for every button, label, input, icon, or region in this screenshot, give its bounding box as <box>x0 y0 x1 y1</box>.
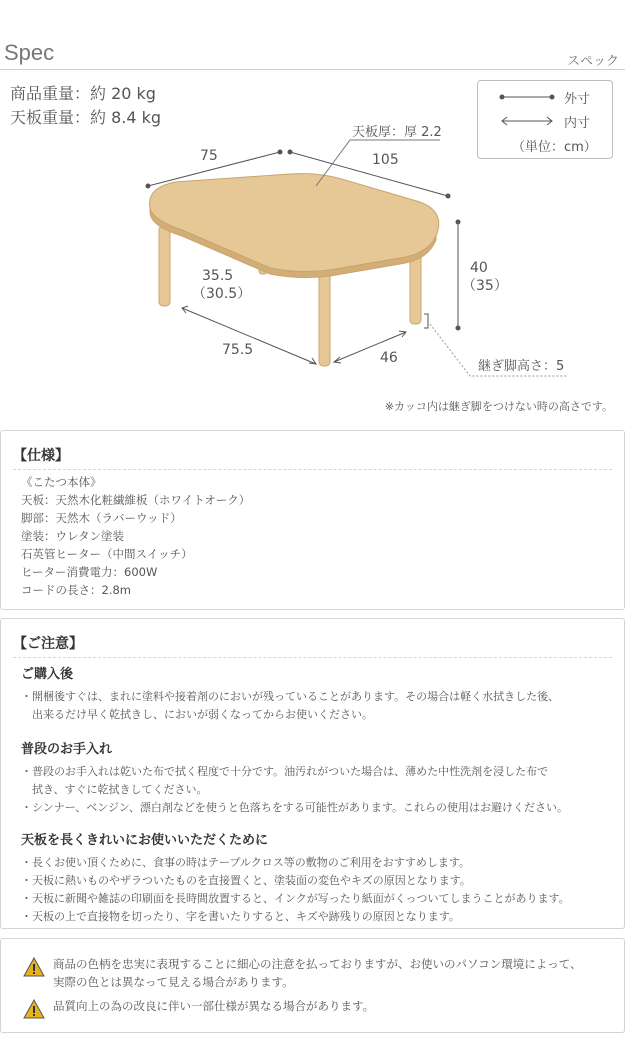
spec-item: 《こたつ本体》 <box>21 475 102 489</box>
spec-item: 脚部：天然木（ラバーウッド） <box>21 511 182 525</box>
warning-line: 実際の色とは異なって見える場合があります。 <box>53 975 294 989</box>
kotatsu-dimension-drawing <box>0 118 625 388</box>
page-subtitle: スペック <box>566 54 619 69</box>
section-heading: 天板を長くきれいにお使いいただくために <box>21 833 269 848</box>
height-note: ※カッコ内は継ぎ脚をつけない時の高さです。 <box>384 400 613 413</box>
depth-label: 75 <box>200 148 218 164</box>
legend-outer <box>498 88 591 107</box>
spec-list <box>21 473 250 599</box>
spec-item: 塗装：ウレタン塗装 <box>21 529 125 543</box>
section-line: ・天板に新聞や雑誌の印刷面を長時間放置すると、インクが写ったり紙面がくっついてしまうことがあります。 <box>21 892 570 905</box>
legend-unit: （単位：cm） <box>512 140 597 155</box>
warning-icon <box>23 957 45 977</box>
caution-title: 【ご注意】 <box>13 636 83 652</box>
section-line: ・シンナー、ベンジン、漂白剤などを使うと色落ちをする可能性があります。これらの使用はお避けください。 <box>21 801 568 814</box>
height-label: 40 <box>470 260 488 276</box>
warning-text <box>53 955 613 991</box>
spec-item: ヒーター消費電力：600W <box>21 565 158 579</box>
caution-divider <box>13 657 612 658</box>
page-title: Spec <box>4 40 55 65</box>
spec-item: 天板：天然木化粧繊維板（ホワイトオーク） <box>21 493 251 507</box>
legend-outer-label: 外寸 <box>564 92 591 107</box>
table-diagram <box>0 118 625 388</box>
outer-dimension-icon <box>498 88 558 106</box>
top-weight: 天板重量：約 8.4 kg <box>10 108 162 127</box>
left-leg <box>159 226 170 306</box>
spec-divider <box>13 469 612 470</box>
inner-depth-label: 75.5 <box>222 342 254 358</box>
spec-item: コードの長さ：2.8m <box>21 583 131 597</box>
caution-section-longevity <box>21 829 616 926</box>
section-line: ・天板の上で直接物を切ったり、字を書いたりすると、キズや跡残りの原因となります。 <box>21 910 460 923</box>
caution-box <box>0 618 625 929</box>
spec-item: 石英管ヒーター（中間スイッチ） <box>21 547 193 561</box>
caution-content <box>21 663 616 936</box>
section-line: 出来るだけ早く乾拭きし、においが弱くなってからお使いください。 <box>21 708 373 721</box>
extension-leg-label: 継ぎ脚高さ：5 <box>478 359 565 374</box>
spec-title: 【仕様】 <box>13 448 69 464</box>
section-line: ・開梱後すぐは、まれに塗料や接着剤のにおいが残っていることがあります。その場合は軽く水拭きした後、 <box>21 690 560 703</box>
section-heading: ご購入後 <box>21 667 74 682</box>
spec-header <box>0 38 625 70</box>
warning-box <box>0 938 625 1033</box>
product-weight: 商品重量：約 20 kg <box>10 84 156 103</box>
warning-line: 商品の色柄を忠実に表現することに細心の注意を払っておりますが、お使いのパソコン環境によって、 <box>53 957 582 971</box>
table-top <box>150 174 439 272</box>
section-line: ・普段のお手入れは乾いた布で拭く程度で十分です。油汚れがついた場合は、薄めた中性洗剤を浸した布で <box>21 765 549 778</box>
spec-box <box>0 430 625 610</box>
inner-height-short-label: （30.5） <box>192 286 252 302</box>
thickness-label: 天板厚：厚 2.2 <box>352 125 442 140</box>
section-line: ・天板に熱いものやザラついたものを直接置くと、塗装面の変色やキズの原因となります。 <box>21 874 471 887</box>
extension-bracket <box>424 314 428 328</box>
width-label: 105 <box>372 152 399 168</box>
section-line: ・長くお使い頂くために、食事の時はテーブルクロス等の敷物のご利用をおすすめします。 <box>21 856 471 869</box>
header-rule <box>0 69 625 70</box>
inner-height-label: 35.5 <box>202 268 234 284</box>
leg-spacing-label: 46 <box>380 350 398 366</box>
front-leg <box>319 270 330 366</box>
warning-icon <box>23 999 45 1019</box>
height-short-label: （35） <box>462 278 508 294</box>
warning-line: 品質向上の為の改良に伴い一部仕様が異なる場合があります。 <box>53 999 375 1013</box>
caution-section-care <box>21 738 616 817</box>
warning-text <box>53 997 613 1015</box>
legend-inner-label: 内寸 <box>564 116 591 131</box>
section-heading: 普段のお手入れ <box>21 742 113 757</box>
section-line: 拭き、すぐに乾拭きしてください。 <box>21 783 208 796</box>
caution-section-after-purchase <box>21 663 616 724</box>
